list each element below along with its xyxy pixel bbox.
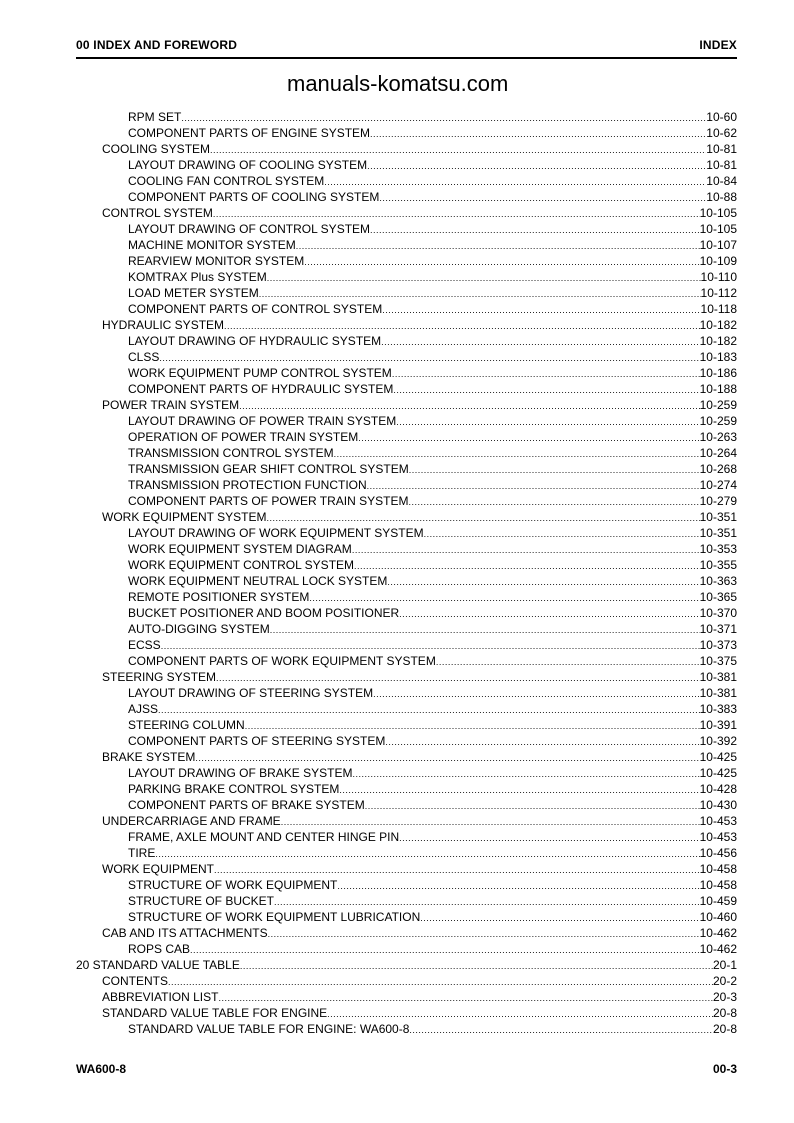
toc-entry-title: WORK EQUIPMENT: [102, 862, 215, 876]
dot-leader: [367, 477, 700, 493]
toc-entry[interactable]: [76, 909, 737, 925]
dot-leader: [436, 653, 700, 669]
toc-entry-page: 10-105: [699, 206, 737, 220]
toc-entry[interactable]: [76, 957, 737, 973]
toc-entry-title: STEERING COLUMN: [128, 718, 245, 732]
toc-entry-title: WORK EQUIPMENT SYSTEM: [102, 510, 267, 524]
toc-entry-title: ABBREVIATION LIST: [102, 990, 219, 1004]
toc-entry-title: BRAKE SYSTEM: [102, 750, 196, 764]
dot-leader: [281, 813, 700, 829]
toc-entry-title: COMPONENT PARTS OF POWER TRAIN SYSTEM: [128, 494, 409, 508]
toc-entry-page: 20-3: [712, 990, 737, 1004]
toc-entry-title: COOLING FAN CONTROL SYSTEM: [128, 174, 325, 188]
toc-entry-page: 20-2: [712, 974, 737, 988]
header-section-title: 00 INDEX AND FOREWORD: [76, 38, 238, 52]
footer-page-number: 00-3: [712, 1062, 737, 1076]
toc-entry-page: 10-351: [699, 526, 737, 540]
toc-entry-page: 10-373: [699, 638, 737, 652]
toc-entry[interactable]: [76, 797, 737, 813]
toc-entry-title: 20 STANDARD VALUE TABLE: [76, 958, 240, 972]
toc-entry-title: TRANSMISSION PROTECTION FUNCTION: [128, 478, 367, 492]
toc-entry[interactable]: [76, 365, 737, 381]
toc-entry[interactable]: [76, 141, 737, 157]
toc-entry-page: 10-460: [699, 910, 737, 924]
toc-entry[interactable]: [76, 621, 737, 637]
dot-leader: [213, 205, 700, 221]
toc-entry-page: 10-274: [699, 478, 737, 492]
table-of-contents: [76, 109, 737, 1037]
toc-entry-page: 10-351: [699, 510, 737, 524]
dot-leader: [409, 1021, 713, 1037]
dot-leader: [214, 861, 700, 877]
toc-entry-page: 10-353: [699, 542, 737, 556]
toc-entry[interactable]: [76, 685, 737, 701]
toc-entry[interactable]: [76, 221, 737, 237]
dot-leader: [337, 877, 699, 893]
toc-entry[interactable]: [76, 317, 737, 333]
toc-entry-title: UNDERCARRIAGE AND FRAME: [102, 814, 281, 828]
toc-entry-page: 10-355: [699, 558, 737, 572]
toc-entry-title: LAYOUT DRAWING OF COOLING SYSTEM: [128, 158, 368, 172]
toc-entry[interactable]: [76, 669, 737, 685]
toc-entry-page: 10-428: [699, 782, 737, 796]
toc-entry-title: CONTENTS: [102, 974, 168, 988]
toc-entry[interactable]: [76, 1005, 737, 1021]
toc-entry-title: LAYOUT DRAWING OF STEERING SYSTEM: [128, 686, 374, 700]
dot-leader: [420, 909, 699, 925]
toc-entry-page: 10-453: [699, 814, 737, 828]
toc-entry-page: 10-462: [699, 942, 737, 956]
toc-entry-page: 10-105: [699, 222, 737, 236]
dot-leader: [304, 253, 699, 269]
toc-entry-title: AJSS: [128, 702, 159, 716]
dot-leader: [190, 941, 700, 957]
toc-entry[interactable]: [76, 237, 737, 253]
toc-entry[interactable]: [76, 733, 737, 749]
toc-entry-title: BUCKET POSITIONER AND BOOM POSITIONER: [128, 606, 400, 620]
dot-leader: [365, 797, 700, 813]
dot-leader: [424, 525, 700, 541]
dot-leader: [370, 125, 706, 141]
dot-leader: [334, 445, 700, 461]
dot-leader: [158, 701, 700, 717]
toc-entry-page: 10-462: [699, 926, 737, 940]
toc-entry-title: LAYOUT DRAWING OF WORK EQUIPMENT SYSTEM: [128, 526, 424, 540]
toc-entry[interactable]: [76, 701, 737, 717]
dot-leader: [245, 717, 700, 733]
toc-entry-page: 10-371: [699, 622, 737, 636]
header-rule: [76, 57, 737, 59]
toc-entry-title: LAYOUT DRAWING OF CONTROL SYSTEM: [128, 222, 371, 236]
toc-entry-page: 10-183: [699, 350, 737, 364]
toc-entry[interactable]: [76, 973, 737, 989]
toc-entry-page: 10-392: [699, 734, 737, 748]
toc-entry[interactable]: [76, 573, 737, 589]
dot-leader: [399, 829, 699, 845]
toc-entry-title: PARKING BRAKE CONTROL SYSTEM: [128, 782, 340, 796]
dot-leader: [367, 157, 706, 173]
toc-entry-title: STANDARD VALUE TABLE FOR ENGINE: [102, 1006, 328, 1020]
toc-entry-page: 10-112: [700, 286, 737, 300]
toc-entry-page: 10-110: [700, 270, 737, 284]
toc-entry-page: 10-458: [699, 862, 737, 876]
dot-leader: [392, 365, 700, 381]
toc-entry[interactable]: [76, 429, 737, 445]
toc-entry[interactable]: [76, 381, 737, 397]
dot-leader: [327, 1005, 713, 1021]
toc-entry[interactable]: [76, 845, 737, 861]
toc-entry-page: 10-279: [699, 494, 737, 508]
dot-leader: [358, 429, 699, 445]
toc-entry-title: OPERATION OF POWER TRAIN SYSTEM: [128, 430, 359, 444]
toc-entry[interactable]: [76, 637, 737, 653]
toc-entry-page: 10-383: [699, 702, 737, 716]
toc-entry-title: COMPONENT PARTS OF WORK EQUIPMENT SYSTEM: [128, 654, 436, 668]
toc-entry-page: 10-381: [699, 686, 737, 700]
toc-entry-page: 10-88: [706, 190, 737, 204]
toc-entry-page: 20-8: [712, 1022, 737, 1036]
toc-entry-title: REMOTE POSITIONER SYSTEM: [128, 590, 310, 604]
toc-entry[interactable]: [76, 781, 737, 797]
dot-leader: [240, 957, 713, 973]
toc-entry-title: COMPONENT PARTS OF ENGINE SYSTEM: [128, 126, 371, 140]
toc-entry-page: 20-1: [712, 958, 737, 972]
toc-entry-page: 10-458: [699, 878, 737, 892]
dot-leader: [339, 781, 699, 797]
toc-entry-page: 10-381: [699, 670, 737, 684]
toc-entry-page: 10-84: [706, 174, 737, 188]
toc-entry-title: POWER TRAIN SYSTEM: [102, 398, 240, 412]
toc-entry-page: 10-182: [699, 318, 737, 332]
toc-entry[interactable]: [76, 189, 737, 205]
toc-entry[interactable]: [76, 173, 737, 189]
toc-entry-title: COMPONENT PARTS OF BRAKE SYSTEM: [128, 798, 365, 812]
toc-entry[interactable]: [76, 349, 737, 365]
toc-entry-page: 10-365: [699, 590, 737, 604]
toc-entry-title: COMPONENT PARTS OF CONTROL SYSTEM: [128, 302, 383, 316]
dot-leader: [195, 749, 699, 765]
toc-entry[interactable]: [76, 269, 737, 285]
dot-leader: [216, 669, 700, 685]
watermark: manuals-komatsu.com: [287, 71, 509, 96]
dot-leader: [161, 637, 700, 653]
toc-entry-title: CONTROL SYSTEM: [102, 206, 213, 220]
toc-entry-title: REARVIEW MONITOR SYSTEM: [128, 254, 305, 268]
dot-leader: [168, 973, 713, 989]
dot-leader: [382, 301, 700, 317]
toc-entry-page: 10-81: [706, 158, 737, 172]
toc-entry-page: 20-8: [712, 1006, 737, 1020]
dot-leader: [352, 541, 700, 557]
toc-entry-title: WORK EQUIPMENT PUMP CONTROL SYSTEM: [128, 366, 392, 380]
toc-entry-page: 10-109: [699, 254, 737, 268]
toc-entry[interactable]: [76, 749, 737, 765]
toc-entry[interactable]: [76, 861, 737, 877]
toc-entry-page: 10-425: [699, 766, 737, 780]
dot-leader: [181, 109, 706, 125]
toc-entry-title: LOAD METER SYSTEM: [128, 286, 259, 300]
toc-entry-page: 10-453: [699, 830, 737, 844]
dot-leader: [409, 461, 700, 477]
dot-leader: [393, 381, 699, 397]
toc-entry-page: 10-264: [699, 446, 737, 460]
toc-entry[interactable]: [76, 541, 737, 557]
toc-entry-title: TRANSMISSION GEAR SHIFT CONTROL SYSTEM: [128, 462, 409, 476]
dot-leader: [159, 349, 699, 365]
toc-entry-title: WORK EQUIPMENT NEUTRAL LOCK SYSTEM: [128, 574, 388, 588]
toc-entry-page: 10-363: [699, 574, 737, 588]
toc-entry[interactable]: [76, 253, 737, 269]
toc-entry-title: STRUCTURE OF WORK EQUIPMENT LUBRICATION: [128, 910, 421, 924]
toc-entry-page: 10-259: [699, 414, 737, 428]
toc-entry-title: FRAME, AXLE MOUNT AND CENTER HINGE PIN: [128, 830, 400, 844]
dot-leader: [218, 989, 712, 1005]
toc-entry[interactable]: [76, 109, 737, 125]
toc-entry[interactable]: [76, 157, 737, 173]
dot-leader: [224, 317, 700, 333]
dot-leader: [239, 397, 699, 413]
dot-leader: [352, 765, 699, 781]
toc-entry[interactable]: [76, 205, 737, 221]
toc-entry-title: MACHINE MONITOR SYSTEM: [128, 238, 296, 252]
toc-entry-title: HYDRAULIC SYSTEM: [102, 318, 225, 332]
toc-entry[interactable]: [76, 829, 737, 845]
dot-leader: [155, 845, 699, 861]
toc-entry[interactable]: [76, 525, 737, 541]
toc-entry[interactable]: [76, 989, 737, 1005]
toc-entry-title: AUTO-DIGGING SYSTEM: [128, 622, 270, 636]
toc-entry[interactable]: [76, 509, 737, 525]
toc-entry-title: TRANSMISSION CONTROL SYSTEM: [128, 446, 334, 460]
dot-leader: [408, 493, 699, 509]
toc-entry[interactable]: [76, 493, 737, 509]
toc-entry[interactable]: [76, 605, 737, 621]
toc-entry-title: KOMTRAX Plus SYSTEM: [128, 270, 267, 284]
toc-entry-title: COOLING SYSTEM: [102, 142, 211, 156]
toc-entry-title: ECSS: [128, 638, 161, 652]
dot-leader: [381, 333, 699, 349]
dot-leader: [324, 173, 706, 189]
toc-entry-title: CAB AND ITS ATTACHMENTS: [102, 926, 268, 940]
toc-entry[interactable]: [76, 397, 737, 413]
toc-entry[interactable]: [76, 877, 737, 893]
toc-entry[interactable]: [76, 477, 737, 493]
dot-leader: [270, 621, 700, 637]
toc-entry-title: COMPONENT PARTS OF HYDRAULIC SYSTEM: [128, 382, 394, 396]
toc-entry-page: 10-263: [699, 430, 737, 444]
dot-leader: [370, 221, 700, 237]
toc-entry-title: STRUCTURE OF WORK EQUIPMENT: [128, 878, 338, 892]
toc-entry-title: STEERING SYSTEM: [102, 670, 217, 684]
toc-entry-title: COMPONENT PARTS OF STEERING SYSTEM: [128, 734, 386, 748]
dot-leader: [379, 189, 706, 205]
toc-entry-page: 10-370: [699, 606, 737, 620]
toc-entry-title: WORK EQUIPMENT SYSTEM DIAGRAM: [128, 542, 352, 556]
dot-leader: [210, 141, 706, 157]
toc-entry-page: 10-186: [699, 366, 737, 380]
dot-leader: [259, 285, 701, 301]
toc-entry-page: 10-107: [699, 238, 737, 252]
toc-entry[interactable]: [76, 285, 737, 301]
toc-entry-title: CLSS: [128, 350, 160, 364]
toc-entry-page: 10-268: [699, 462, 737, 476]
toc-entry-title: STRUCTURE OF BUCKET: [128, 894, 275, 908]
dot-leader: [399, 605, 699, 621]
toc-entry[interactable]: [76, 589, 737, 605]
dot-leader: [274, 893, 700, 909]
dot-leader: [309, 589, 699, 605]
toc-entry-title: TIRE: [128, 846, 156, 860]
toc-entry-page: 10-375: [699, 654, 737, 668]
toc-entry-page: 10-182: [699, 334, 737, 348]
header-index-label: INDEX: [699, 38, 737, 52]
toc-entry-title: LAYOUT DRAWING OF POWER TRAIN SYSTEM: [128, 414, 397, 428]
toc-entry-page: 10-459: [699, 894, 737, 908]
toc-entry-title: STANDARD VALUE TABLE FOR ENGINE: WA600-8: [128, 1022, 410, 1036]
toc-entry[interactable]: [76, 717, 737, 733]
toc-entry-title: LAYOUT DRAWING OF HYDRAULIC SYSTEM: [128, 334, 382, 348]
toc-entry-page: 10-188: [699, 382, 737, 396]
toc-entry[interactable]: [76, 413, 737, 429]
toc-entry[interactable]: [76, 301, 737, 317]
toc-entry-title: COMPONENT PARTS OF COOLING SYSTEM: [128, 190, 380, 204]
toc-entry-page: 10-60: [706, 110, 737, 124]
toc-entry[interactable]: [76, 941, 737, 957]
toc-entry-page: 10-259: [699, 398, 737, 412]
toc-entry[interactable]: [76, 925, 737, 941]
toc-entry-page: 10-391: [699, 718, 737, 732]
toc-entry[interactable]: [76, 765, 737, 781]
dot-leader: [387, 573, 699, 589]
dot-leader: [268, 925, 700, 941]
toc-entry-title: ROPS CAB: [128, 942, 191, 956]
dot-leader: [296, 237, 700, 253]
dot-leader: [267, 269, 701, 285]
toc-entry-page: 10-425: [699, 750, 737, 764]
toc-entry[interactable]: [76, 461, 737, 477]
toc-entry[interactable]: [76, 445, 737, 461]
toc-entry[interactable]: [76, 333, 737, 349]
dot-leader: [385, 733, 699, 749]
toc-entry[interactable]: [76, 125, 737, 141]
toc-entry[interactable]: [76, 893, 737, 909]
toc-entry-page: 10-118: [700, 302, 737, 316]
dot-leader: [396, 413, 699, 429]
toc-entry-page: 10-62: [706, 126, 737, 140]
toc-entry[interactable]: [76, 813, 737, 829]
toc-entry-title: WORK EQUIPMENT CONTROL SYSTEM: [128, 558, 355, 572]
toc-entry-title: RPM SET: [128, 110, 182, 124]
toc-entry-page: 10-456: [699, 846, 737, 860]
toc-entry-page: 10-430: [699, 798, 737, 812]
toc-entry-page: 10-81: [706, 142, 737, 156]
dot-leader: [266, 509, 699, 525]
dot-leader: [373, 685, 699, 701]
footer-model: WA600-8: [76, 1062, 127, 1076]
toc-entry[interactable]: [76, 1021, 737, 1037]
toc-entry[interactable]: [76, 557, 737, 573]
toc-entry[interactable]: [76, 653, 737, 669]
toc-entry-title: LAYOUT DRAWING OF BRAKE SYSTEM: [128, 766, 353, 780]
dot-leader: [354, 557, 700, 573]
